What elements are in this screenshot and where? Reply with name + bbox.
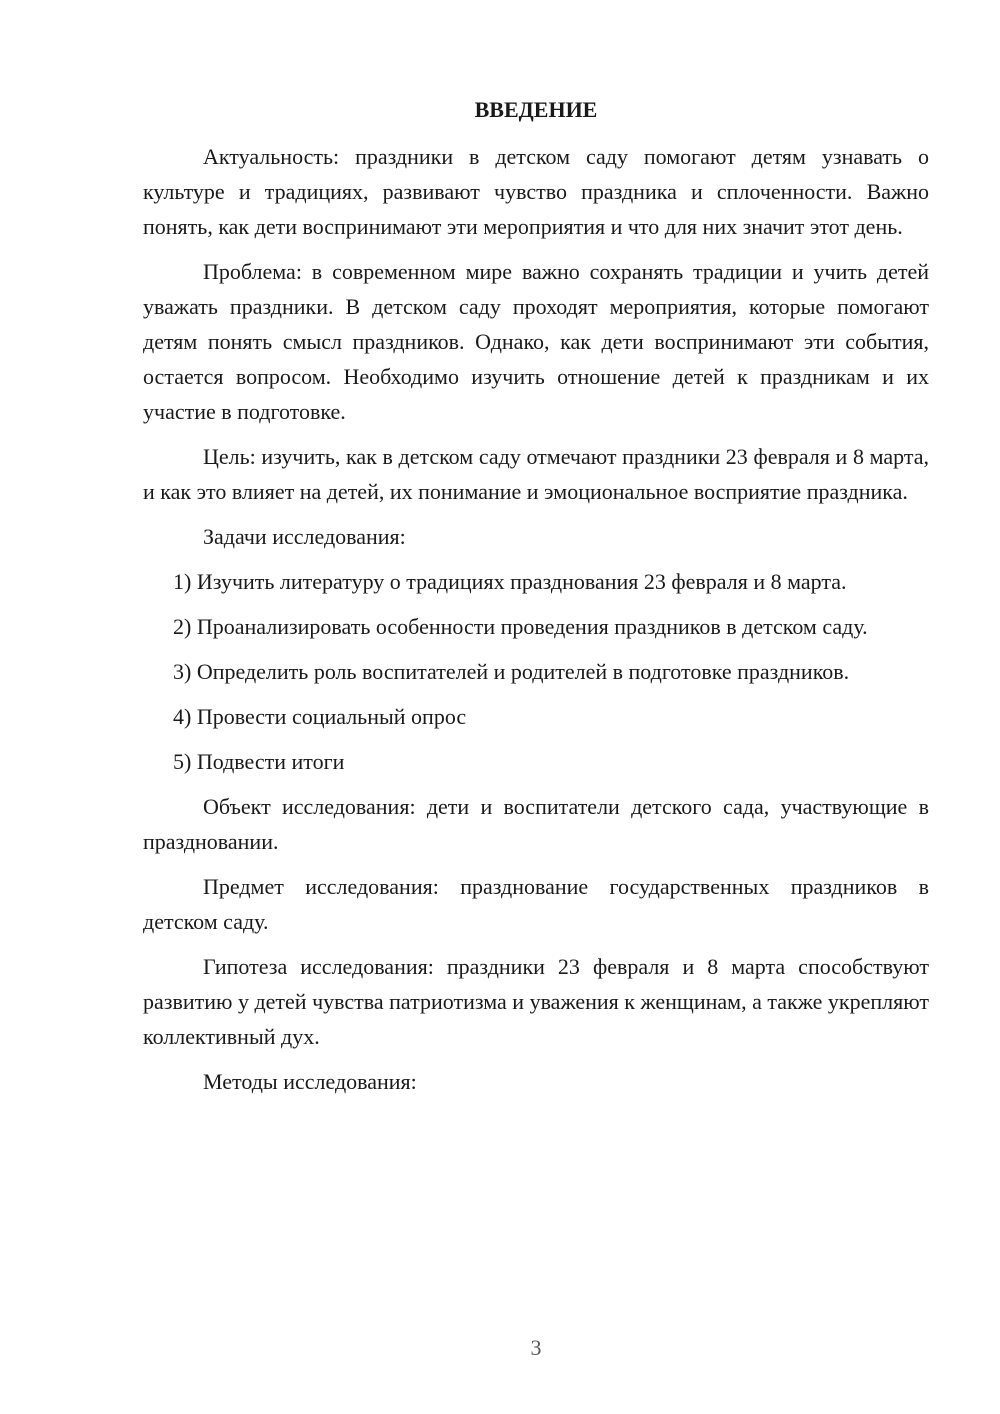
goal-paragraph: Цель: изучить, как в детском саду отмечают праздники 23 февраля и 8 марта, и как это влияет на детей, их понимание и эмоциональное восприятие праздника.	[143, 444, 929, 504]
subject-paragraph: Предмет исследования: празднование государственных праздников в детском саду.	[143, 874, 929, 934]
section-heading: ВВЕДЕНИЕ	[474, 97, 598, 122]
page-content	[143, 92, 929, 1109]
task-item: 1) Изучить литературу о традициях празднования 23 февраля и 8 марта.	[173, 569, 847, 594]
hypothesis-paragraph: Гипотеза исследования: праздники 23 февраля и 8 марта способствуют развитию у детей чувства патриотизма и уважения к женщинам, а также укрепляют коллективный дух.	[143, 954, 929, 1049]
task-item: 2) Проанализировать особенности проведения праздников в детском саду.	[173, 614, 868, 639]
methods-title: Методы исследования:	[203, 1069, 417, 1094]
task-item: 3) Определить роль воспитателей и родителей в подготовке праздников.	[173, 659, 850, 684]
problem-paragraph: Проблема: в современном мире важно сохранять традиции и учить детей уважать праздники. В детском саду проходят мероприятия, которые помогают детям понять смысл праздников. Однако, как дети воспринимают эти события, остается вопросом. Необходимо изучить отношение детей к праздникам и их участие в подготовке.	[143, 259, 929, 424]
relevance-paragraph: Актуальность: праздники в детском саду помогают детям узнавать о культуре и традициях, развивают чувство праздника и сплоченности. Важно понять, как дети воспринимают эти мероприятия и что для них значит этот день.	[143, 144, 929, 239]
object-paragraph: Объект исследования: дети и воспитатели детского сада, участвующие в праздновании.	[143, 794, 929, 854]
task-item: 4) Провести социальный опрос	[173, 704, 467, 729]
page-number: 3	[530, 1335, 542, 1360]
tasks-title: Задачи исследования:	[203, 524, 406, 549]
task-item: 5) Подвести итоги	[173, 749, 345, 774]
